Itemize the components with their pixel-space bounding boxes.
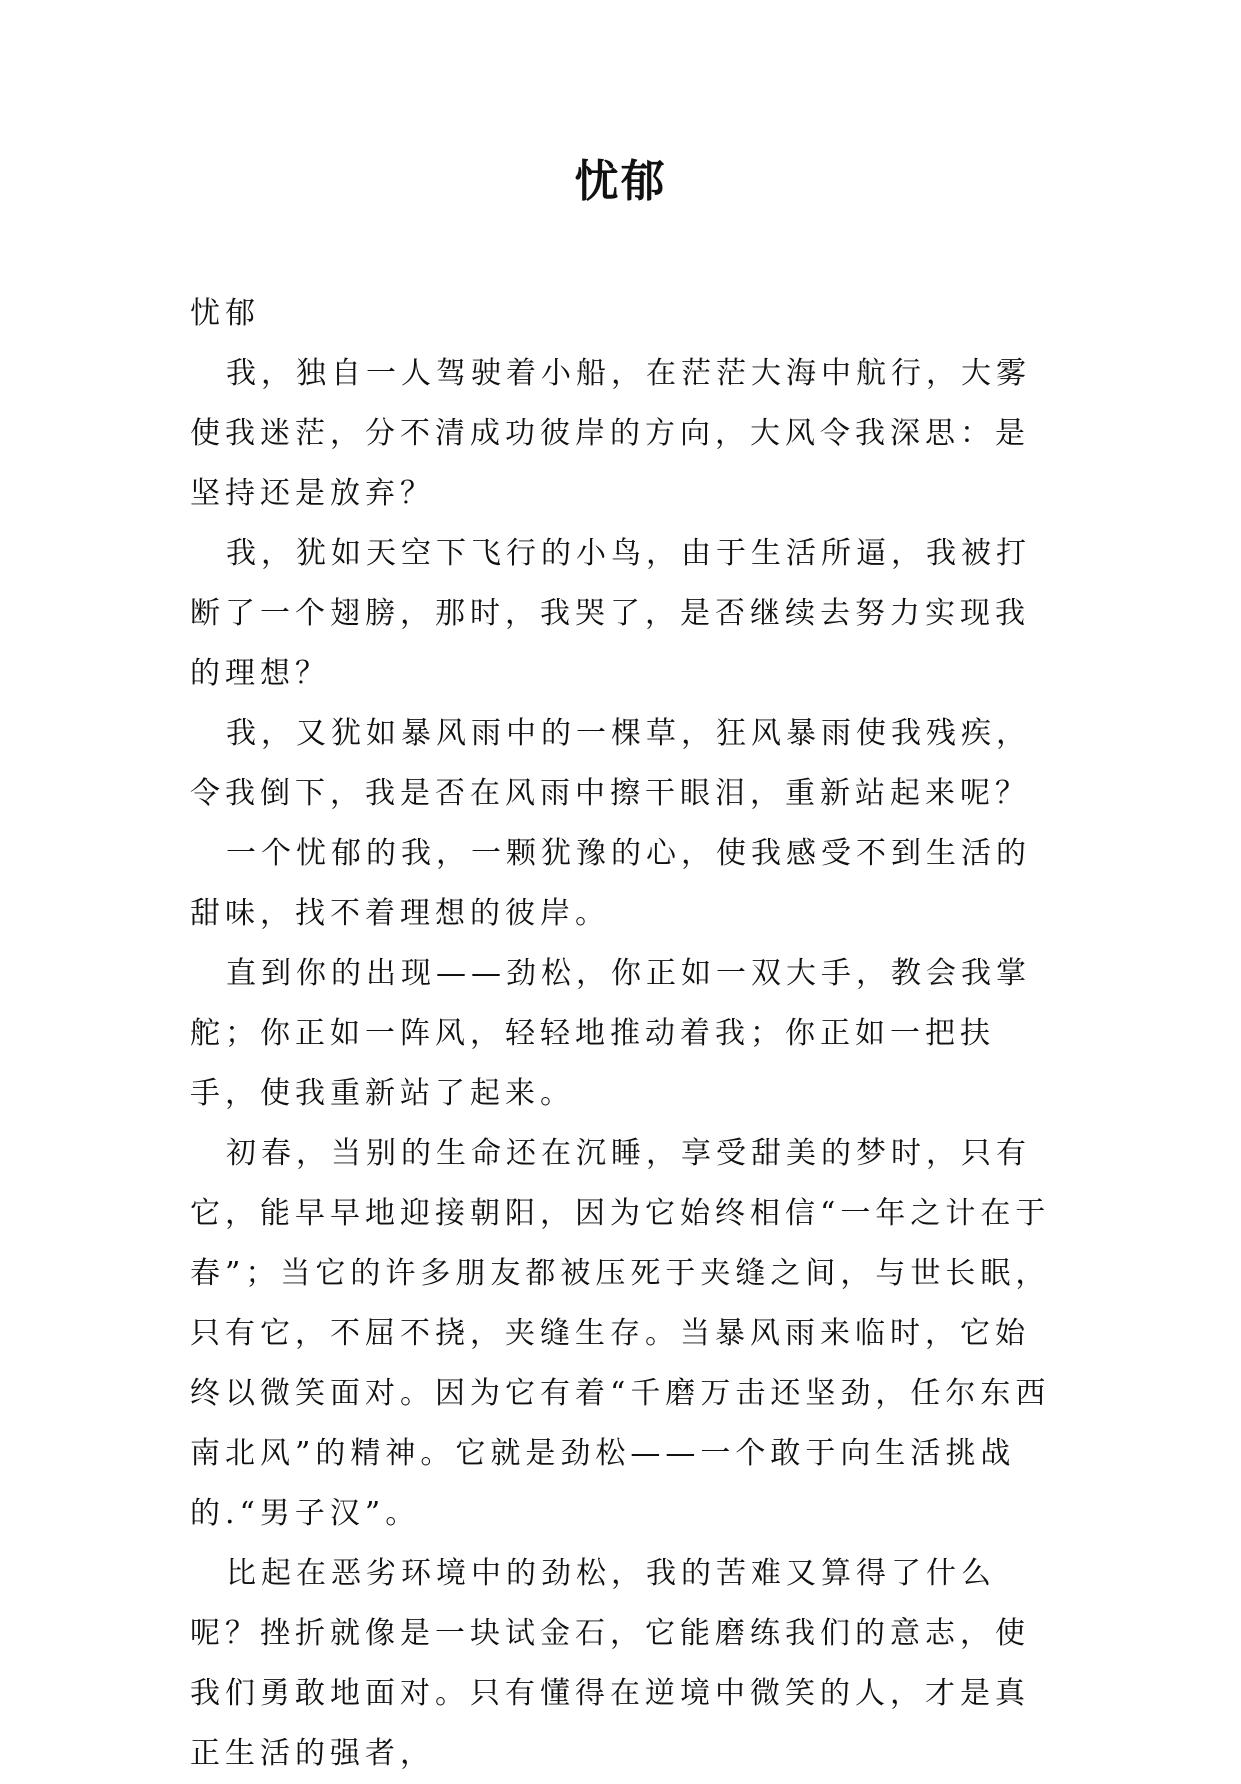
paragraph: 直到你的出现——劲松，你正如一双大手，教会我掌舵；你正如一阵风，轻轻地推动着我；你正如一把扶手，使我重新站了起来。 <box>190 956 1031 1111</box>
document-body <box>190 284 1060 1784</box>
paragraph: 我，又犹如暴风雨中的一棵草，狂风暴雨使我残疾，令我倒下，我是否在风雨中擦干眼泪，重新站起来呢？ <box>190 716 1031 811</box>
paragraph: 比起在恶劣环境中的劲松，我的苦难又算得了什么呢？挫折就像是一块试金石，它能磨练我们的意志，使我们勇敢地面对。只有懂得在逆境中微笑的人，才是真正生活的强者， <box>190 1556 1030 1771</box>
document-title: 忧郁 <box>574 156 667 207</box>
paragraph: 初春，当别的生命还在沉睡，享受甜美的梦时，只有它，能早早地迎接朝阳，因为它始终相信“一年之计在于春”；当它的许多朋友都被压死于夹缝之间，与世长眠，只有它，不屈不挠，夹缝生存。当暴风雨来临时，它始终以微笑面对。因为它有着“千磨万击还坚劲，任尔东西南北风”的精神。它就是劲松——一个敢于向生活挑战的.“男子汉”。 <box>190 1136 1051 1531</box>
paragraph: 我，独自一人驾驶着小船，在茫茫大海中航行，大雾使我迷茫，分不清成功彼岸的方向，大风令我深思：是坚持还是放弃？ <box>190 356 1031 511</box>
paragraph: 我，犹如天空下飞行的小鸟，由于生活所逼，我被打断了一个翅膀，那时，我哭了，是否继续去努力实现我的理想？ <box>190 536 1031 691</box>
document-subtitle: 忧郁 <box>190 296 260 331</box>
paragraph: 一个忧郁的我，一颗犹豫的心，使我感受不到生活的甜味，找不着理想的彼岸。 <box>190 836 1031 931</box>
